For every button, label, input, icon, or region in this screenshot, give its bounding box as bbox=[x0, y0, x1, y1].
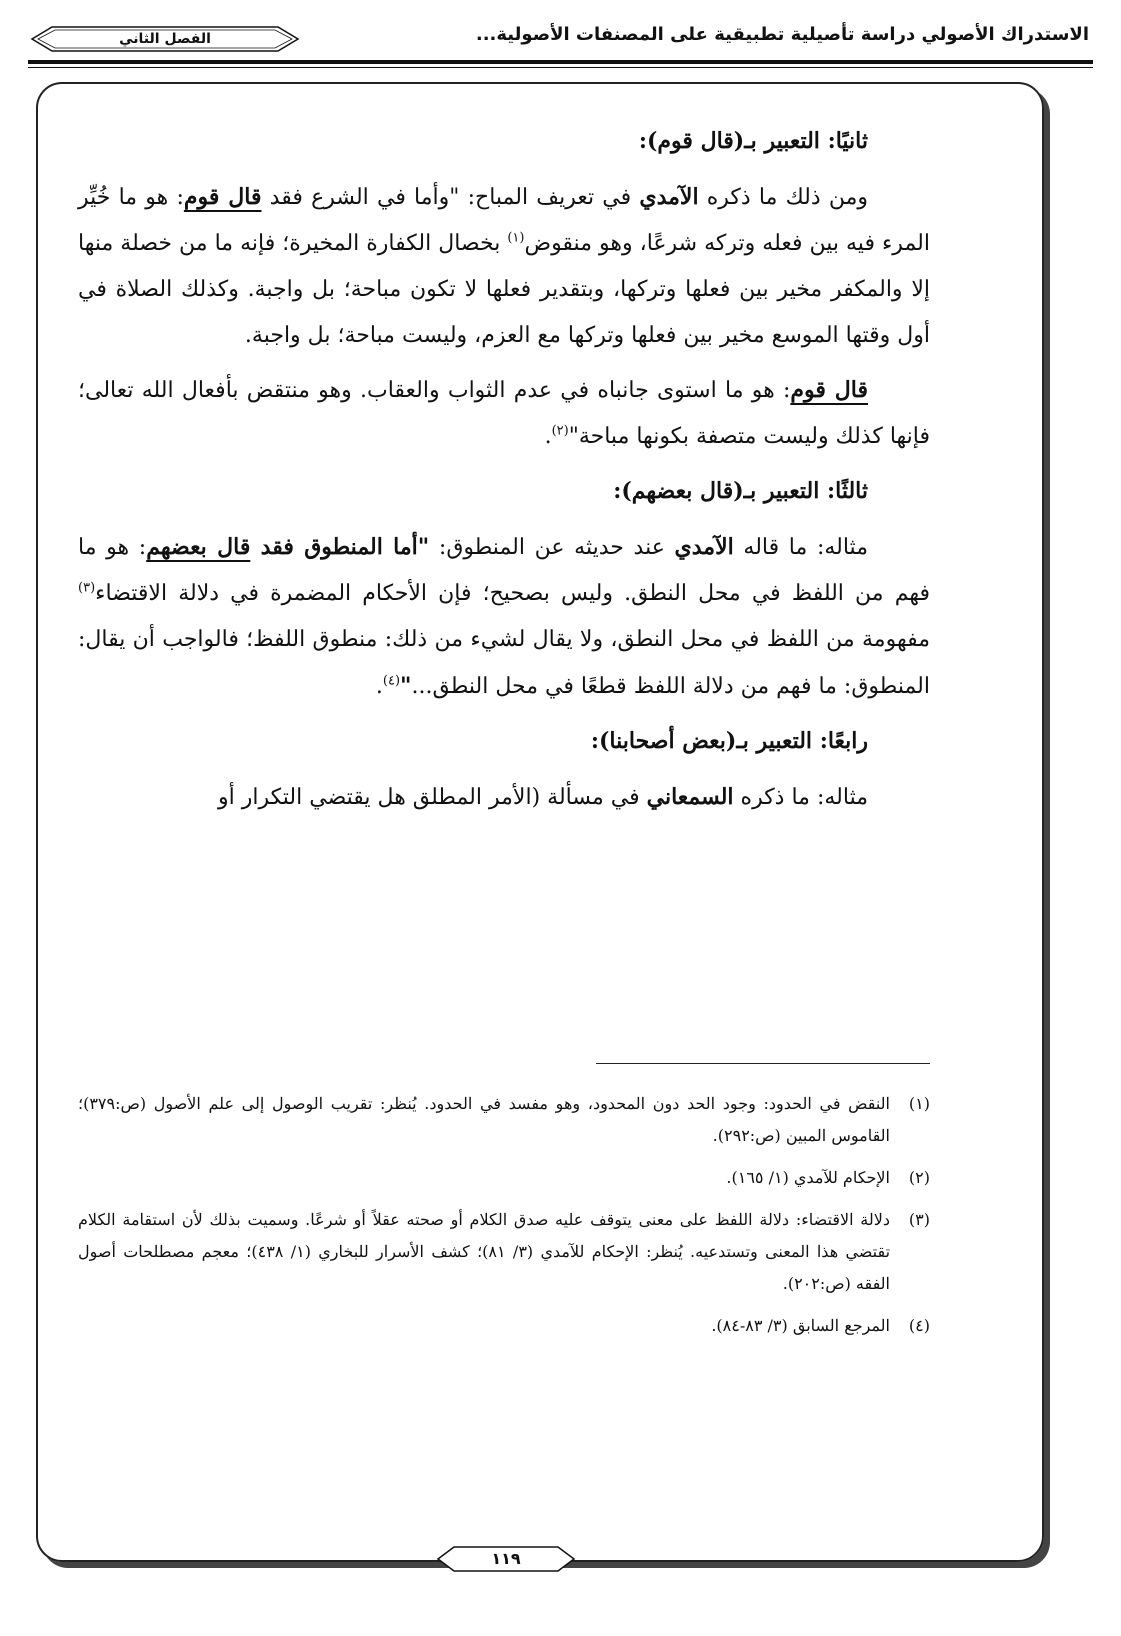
body-text bbox=[78, 118, 930, 829]
p4-text-a: مثاله: ما ذكره bbox=[733, 785, 868, 810]
running-header bbox=[28, 18, 1093, 60]
page-number: ١١٩ bbox=[491, 1549, 521, 1568]
header-rule bbox=[28, 60, 1093, 64]
p1-text-b: في تعريف المباح: "وأما في الشرع فقد bbox=[261, 185, 640, 210]
footnote-number: (٢) bbox=[908, 1168, 930, 1187]
chapter-tab bbox=[30, 24, 300, 54]
paragraph-1 bbox=[78, 174, 930, 359]
footnote-3 bbox=[78, 1204, 930, 1300]
footnote-4 bbox=[78, 1310, 930, 1342]
footnote-ref-4[interactable]: (٤) bbox=[382, 673, 401, 689]
chapter-label: الفصل الثاني bbox=[119, 31, 211, 47]
footnote-2 bbox=[78, 1162, 930, 1194]
book-title: الاستدراك الأصولي دراسة تأصيلية تطبيقية على المصنفات الأصولية... bbox=[475, 24, 1089, 45]
footnote-ref-1[interactable]: (١) bbox=[507, 230, 525, 246]
p3-text-d: مفهومة من اللفظ في محل النطق، ولا يقال لشيء من ذلك: منطوق اللفظ؛ فالواجب أن يقال: المنطوق: ما فهم من دلالة اللفظ قطعًا في محل النطق... bbox=[78, 627, 930, 699]
p2-end: . bbox=[544, 424, 552, 449]
section-heading-4-text: رابعًا: التعبير بـ(بعض أصحابنا): bbox=[590, 728, 868, 754]
footnote-number: (١) bbox=[908, 1094, 930, 1113]
footnote-1 bbox=[78, 1088, 930, 1152]
p3-phrase-qala-badhum: قال بعضهم bbox=[146, 534, 251, 560]
footnote-ref-2[interactable]: (٢) bbox=[551, 423, 569, 439]
page-number-badge bbox=[436, 1545, 576, 1573]
p1-text-c: : هو ما خُيِّر المرء فيه بين فعله وتركه شرعًا، وهو منقوض bbox=[78, 185, 930, 256]
p3-text-a: مثاله: ما قاله bbox=[733, 535, 868, 560]
section-heading-4 bbox=[78, 718, 930, 764]
p3-quote-open: "أما المنطوق فقد bbox=[250, 534, 430, 560]
p3-author-amidi: الآمدي bbox=[674, 534, 734, 560]
p4-author-samani: السمعاني bbox=[646, 784, 734, 810]
section-heading-3 bbox=[78, 468, 930, 514]
header-rule-thin bbox=[28, 67, 1093, 68]
p3-text-b: عند حديثه عن المنطوق: bbox=[429, 535, 675, 560]
paragraph-2 bbox=[78, 367, 930, 460]
section-heading-2 bbox=[78, 118, 930, 164]
section-heading-2-text: ثانيًا: التعبير بـ(قال قوم): bbox=[638, 128, 868, 154]
footnote-text: دلالة الاقتضاء: دلالة اللفظ على معنى يتوقف عليه صدق الكلام أو صحته عقلاً أو شرعًا. وسميت بذلك لأن استقامة الكلام تقتضي هذا المعنى وتستدعيه. يُنظر: الإحكام للآمدي (٣/ ٨١)؛ كشف الأسرار للبخاري (١/ ٤٣٨)؛ معجم مصطلحات أصول الفقه (ص:٢٠٢). bbox=[78, 1210, 891, 1293]
footnote-number: (٤) bbox=[908, 1316, 930, 1335]
p3-text-c: : هو ما فهم من اللفظ في محل النطق. وليس بصحيح؛ فإن الأحكام المضمرة في دلالة الاقتضاء bbox=[78, 535, 930, 606]
p1-phrase-qala-qawm: قال قوم bbox=[183, 184, 262, 210]
paragraph-3 bbox=[78, 524, 930, 710]
section-heading-3-text: ثالثًا: التعبير بـ(قال بعضهم): bbox=[613, 478, 868, 504]
footnote-separator bbox=[596, 1063, 930, 1064]
footnote-ref-3[interactable]: (٣) bbox=[78, 580, 96, 596]
footnote-number: (٣) bbox=[908, 1210, 930, 1229]
p4-text-b: في مسألة (الأمر المطلق هل يقتضي التكرار أو bbox=[218, 785, 647, 810]
footnote-text: المرجع السابق (٣/ ٨٣-٨٤). bbox=[711, 1316, 890, 1335]
p2-text-a: : هو ما استوى جانباه في عدم الثواب والعقاب. وهو منتقض بأفعال الله تعالى؛ فإنها كذلك وليست متصفة بكونها مباحة" bbox=[78, 378, 930, 449]
p1-text-a: ومن ذلك ما ذكره bbox=[698, 185, 869, 210]
footnotes bbox=[78, 1088, 930, 1352]
p1-author-amidi: الآمدي bbox=[639, 184, 699, 210]
p3-end: . bbox=[375, 674, 383, 699]
p1-text-d: بخصال الكفارة المخيرة؛ فإنه ما من خصلة منها إلا والمكفر مخير بين فعلها وتركها، وبتقدير فعلها لا تكون مباحة؛ بل واجبة. وكذلك الصلاة في أول وقتها الموسع مخير بين فعلها وتركها مع العزم، وليست مباحة؛ بل واجبة. bbox=[78, 231, 930, 348]
footnote-text: النقض في الحدود: وجود الحد دون المحدود، وهو مفسد في الحدود. يُنظر: تقريب الوصول إلى علم الأصول (ص:٣٧٩)؛ القاموس المبين (ص:٢٩٢). bbox=[78, 1094, 890, 1145]
p3-quote-close: " bbox=[400, 673, 412, 699]
p2-phrase-qala-qawm: قال قوم bbox=[790, 377, 869, 403]
footnote-text: الإحكام للآمدي (١/ ١٦٥). bbox=[726, 1168, 890, 1187]
paragraph-4 bbox=[78, 774, 930, 821]
